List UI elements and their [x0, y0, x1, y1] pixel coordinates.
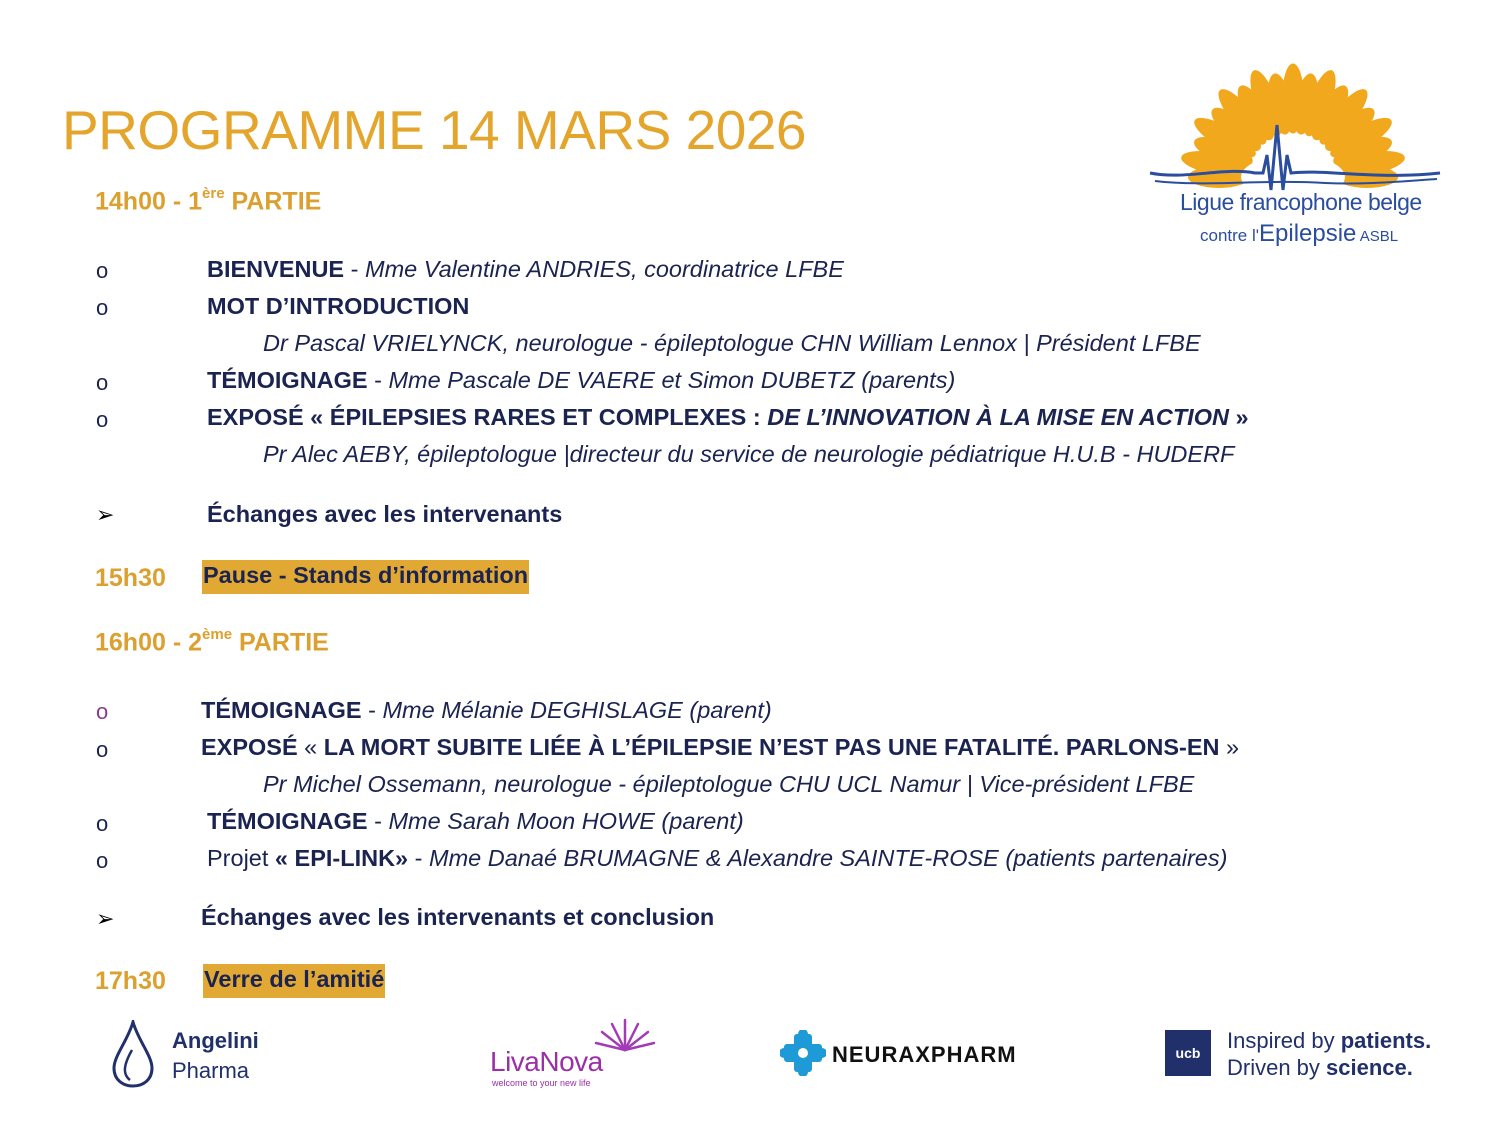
exchange-label: Échanges avec les intervenants et conclusion [201, 904, 715, 930]
item-title: TÉMOIGNAGE [201, 697, 362, 723]
item-speaker-sub: Pr Alec AEBY, épileptologue |directeur du service de neurologie pédiatrique H.U.B - HUDERF [263, 441, 1235, 467]
sunflower-icon [1145, 55, 1445, 205]
item-prefix: Projet [207, 845, 275, 871]
part2-heading-time: 16h00 - 2 [95, 628, 203, 657]
item-separator: - [408, 845, 430, 871]
list-item [207, 293, 469, 320]
bullet-circle: o [96, 407, 109, 432]
livanova-tagline: welcome to your new life [492, 1078, 591, 1088]
angelini-drop-icon [108, 1020, 158, 1088]
exchange-item [201, 904, 714, 931]
list-item [201, 697, 772, 724]
item-quote-close: » [1219, 734, 1240, 760]
angelini-logo [108, 1020, 288, 1090]
lfbe-logo-line2 [1200, 220, 1398, 248]
item-speaker: Mme Mélanie DEGHISLAGE (parent) [382, 697, 772, 723]
ucb-tagline-2b: science. [1326, 1055, 1413, 1080]
item-title: EXPOSÉ [201, 734, 298, 760]
closing-highlight [203, 966, 385, 993]
pause-time: 15h30 [95, 564, 166, 592]
neuraxpharm-puzzle-icon [780, 1030, 826, 1076]
item-separator: - [367, 367, 389, 393]
list-item [201, 734, 1239, 761]
ucb-tagline-1a: Inspired by [1227, 1028, 1341, 1053]
pause-highlight [202, 562, 529, 589]
pause-label: Pause - [203, 562, 294, 588]
lfbe-logo-contre: contre l' [1200, 226, 1259, 245]
bullet-circle: o [96, 699, 109, 724]
part1-heading-ordinal: ère [202, 185, 225, 202]
item-speaker-sub: Dr Pascal VRIELYNCK, neurologue - épileptologue CHN William Lennox | Président LFBE [263, 330, 1201, 356]
arrow-bullet-icon: ➢ [96, 906, 115, 931]
item-title-italic: DE L’INNOVATION À LA MISE EN ACTION [767, 404, 1229, 430]
lfbe-logo-asbl: ASBL [1356, 228, 1399, 245]
item-title: « EPI-LINK» [274, 845, 409, 871]
part2-heading-label: PARTIE [232, 628, 329, 657]
arrow-bullet-icon: ➢ [96, 502, 115, 527]
ucb-mark-text: ucb [1175, 1045, 1201, 1061]
ucb-logo [1165, 1028, 1450, 1083]
item-title: TÉMOIGNAGE [207, 808, 368, 834]
item-speaker: Mme Valentine ANDRIES, coordinatrice LFBE [365, 256, 844, 282]
lfbe-logo-line1: Ligue francophone belge [1180, 189, 1422, 215]
item-speaker: Mme Danaé BRUMAGNE & Alexandre SAINTE-ROSE (patients partenaires) [429, 845, 1228, 871]
item-title: BIENVENUE [207, 256, 345, 282]
bullet-circle: o [96, 811, 109, 836]
exchange-label: Échanges avec les intervenants [207, 501, 563, 527]
lfbe-logo [1145, 55, 1445, 255]
ucb-mark [1165, 1030, 1211, 1076]
item-speaker: Mme Pascale DE VAERE et Simon DUBETZ (parents) [388, 367, 956, 393]
list-item [207, 367, 955, 394]
ucb-tagline-2 [1227, 1055, 1413, 1081]
stands-label: Stands d’information [293, 562, 529, 588]
exchange-item [207, 501, 562, 528]
item-title: EXPOSÉ « ÉPILEPSIES RARES ET COMPLEXES : [207, 404, 768, 430]
item-quote-open: « [297, 734, 324, 760]
bullet-circle: o [96, 295, 109, 320]
angelini-name: Angelini [172, 1028, 259, 1053]
bullet-circle: o [96, 737, 109, 762]
item-speaker: Mme Sarah Moon HOWE (parent) [388, 808, 744, 834]
angelini-sub: Pharma [172, 1058, 250, 1083]
lfbe-logo-epilepsie: Epilepsie [1259, 220, 1357, 247]
page-title: PROGRAMME 14 MARS 2026 [62, 99, 806, 161]
ucb-tagline-1 [1227, 1028, 1431, 1054]
closing-label: Verre de l’amitié [203, 964, 385, 998]
bullet-circle: o [96, 848, 109, 873]
ucb-tagline-2a: Driven by [1227, 1055, 1327, 1080]
part2-heading-ordinal: ème [202, 626, 233, 643]
part1-heading-label: PARTIE [224, 187, 322, 216]
neuraxpharm-name: NEURAXPHARM [832, 1042, 1017, 1067]
item-title-main: LA MORT SUBITE LIÉE À L’ÉPILEPSIE N’EST PAS UNE FATALITÉ. PARLONS-EN [323, 734, 1220, 760]
list-item [207, 808, 744, 835]
livanova-name: LivaNova [490, 1046, 603, 1077]
item-title: TÉMOIGNAGE [207, 367, 368, 393]
item-title: MOT D’INTRODUCTION [207, 293, 470, 319]
list-item [207, 845, 1227, 872]
item-separator: - [361, 697, 383, 723]
part2-heading [95, 628, 329, 657]
sunflower-petal [1336, 166, 1398, 188]
item-separator: - [367, 808, 389, 834]
item-separator: - [344, 256, 366, 282]
closing-time: 17h30 [95, 967, 166, 995]
part1-heading-time: 14h00 - 1 [95, 187, 203, 216]
ucb-tagline-1b: patients. [1340, 1028, 1432, 1053]
livanova-logo [490, 1016, 660, 1088]
item-title-end: » [1228, 404, 1249, 430]
list-item [207, 404, 1249, 431]
item-speaker-sub: Pr Michel Ossemann, neurologue - épileptologue CHU UCL Namur | Vice-président LFBE [263, 771, 1195, 797]
bullet-circle: o [96, 370, 109, 395]
neuraxpharm-logo [780, 1030, 1050, 1080]
part1-heading [95, 187, 321, 216]
list-item [207, 256, 844, 283]
bullet-circle: o [96, 258, 109, 283]
